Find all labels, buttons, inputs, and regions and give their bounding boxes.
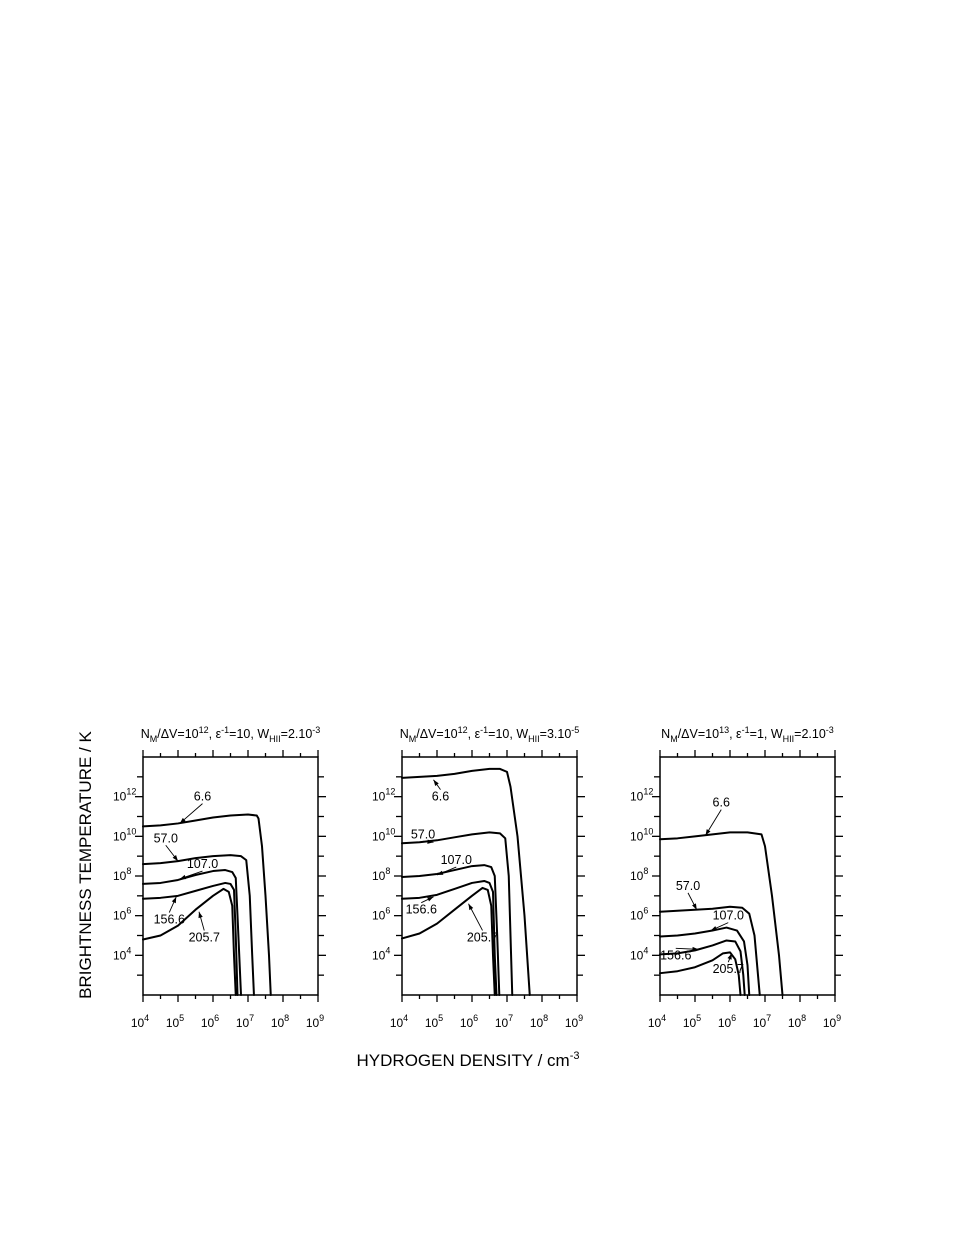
chart-title-part: -1 (221, 725, 230, 735)
label-arrowhead (172, 897, 176, 903)
y-tick-label: $10^{12}$ (372, 786, 396, 804)
chart-title-part: HII (269, 734, 281, 744)
x-tick-label: $10^7$ (752, 1013, 772, 1030)
series-label: 205.7 (466, 930, 499, 945)
series-label: 6.6 (712, 795, 730, 810)
y-tick-label: $10^{10}$ (630, 826, 654, 844)
x-tick-label: $10^5$ (682, 1013, 702, 1030)
chart-title-part: /ΔV=10 (416, 727, 458, 741)
chart-title-part: =2.10 (280, 727, 313, 741)
chart-title-part: -5 (571, 725, 580, 735)
y-tick-label: $10^6$ (630, 905, 649, 923)
chart-title-part: HII (782, 734, 795, 744)
chart-panel-1 (113, 725, 326, 1030)
chart-title-part: =3.10 (539, 727, 572, 741)
chart-title-part: =10, W (488, 727, 529, 741)
x-tick-label: $10^8$ (270, 1013, 290, 1030)
x-tick-label: $10^5$ (165, 1013, 185, 1030)
chart-title-part: M (670, 734, 678, 744)
label-arrowhead (434, 780, 439, 786)
x-axis-label-text: HYDROGEN DENSITY / cm (356, 1051, 570, 1070)
y-tick-label: $10^4$ (372, 945, 391, 963)
y-tick-label: $10^6$ (372, 905, 391, 923)
chart-title-part: M (408, 734, 417, 744)
chart-title-part: M (149, 734, 158, 744)
x-tick-label: $10^9$ (564, 1013, 584, 1030)
chart-title-part: N (399, 727, 409, 741)
label-arrowhead (173, 855, 178, 861)
y-tick-label: $10^{10}$ (372, 826, 396, 844)
x-tick-label: $10^7$ (494, 1013, 514, 1030)
series-label: 57.0 (410, 827, 436, 842)
label-arrowhead (427, 897, 433, 902)
chart-title-part: -1 (480, 725, 489, 735)
chart-title-part: =1, W (749, 727, 783, 741)
chart-title-part: HII (528, 734, 540, 744)
y-tick-label: $10^6$ (113, 905, 132, 923)
series-label: 205.7 (188, 930, 220, 945)
y-axis-label: BRIGHTNESS TEMPERATURE / K (76, 731, 95, 999)
y-tick-label: $10^{12}$ (113, 786, 137, 804)
series-label: 57.0 (675, 878, 701, 893)
chart-title-part: /ΔV=10 (677, 727, 720, 741)
x-tick-label: $10^9$ (822, 1013, 842, 1030)
x-tick-label: $10^9$ (305, 1013, 325, 1030)
chart-title-part: 13 (719, 725, 730, 735)
chart-title-part: N (140, 727, 150, 741)
chart-panel-3 (630, 725, 843, 1030)
x-tick-label: $10^4$ (389, 1013, 409, 1030)
plot-frame (143, 757, 318, 995)
series-label: 6.6 (431, 789, 450, 804)
y-tick-label: $10^8$ (372, 866, 391, 883)
x-axis-label-sup: -3 (569, 1050, 580, 1062)
chart-title-part: 12 (198, 725, 209, 735)
chart-title (141, 725, 321, 744)
x-tick-label: $10^7$ (235, 1013, 255, 1030)
y-tick-label: $10^8$ (630, 866, 649, 883)
x-tick-label: $10^4$ (130, 1013, 150, 1030)
series-label: 57.0 (153, 831, 178, 846)
x-tick-label: $10^8$ (787, 1013, 807, 1030)
x-axis-label (357, 1050, 580, 1070)
x-tick-label: $10^8$ (529, 1013, 549, 1030)
label-arrowhead (180, 875, 186, 879)
y-tick-label: $10^8$ (113, 866, 132, 883)
series-label: 156.6 (660, 948, 692, 963)
chart-title-part: , ε (467, 727, 481, 741)
chart-title-part: -3 (312, 725, 321, 735)
series-label: 156.6 (405, 902, 437, 917)
chart-title-part: -1 (741, 725, 750, 735)
chart-panel-2 (372, 725, 585, 1030)
series-label: 107.0 (712, 908, 744, 923)
x-tick-label: $10^6$ (717, 1013, 737, 1030)
chart-title-part: , ε (729, 727, 742, 741)
y-tick-label: $10^4$ (113, 945, 132, 963)
chart-title-part: N (661, 727, 671, 741)
series-label: 107.0 (440, 853, 472, 868)
chart-title-part: -3 (825, 725, 834, 735)
x-tick-label: $10^5$ (424, 1013, 444, 1030)
label-arrowhead (469, 904, 474, 910)
chart-title-part: /ΔV=10 (157, 727, 199, 741)
x-tick-label: $10^6$ (200, 1013, 220, 1030)
chart-title-part: =2.10 (794, 727, 826, 741)
series-label: 156.6 (153, 912, 185, 927)
series-label: 107.0 (186, 857, 219, 872)
label-arrowhead (711, 926, 717, 930)
chart-title-part: 12 (457, 725, 468, 735)
y-tick-label: $10^{10}$ (113, 826, 137, 844)
chart-title (400, 725, 580, 744)
label-arrowhead (727, 953, 731, 959)
chart-title-part: =10, W (229, 727, 270, 741)
series-label: 6.6 (193, 789, 212, 804)
x-tick-label: $10^4$ (647, 1013, 667, 1030)
x-tick-label: $10^6$ (459, 1013, 479, 1030)
label-arrowhead (198, 912, 202, 918)
y-tick-label: $10^4$ (630, 945, 649, 963)
y-tick-label: $10^{12}$ (630, 786, 654, 804)
chart-title (661, 725, 834, 744)
series-label: 205.7 (712, 962, 744, 977)
chart-title-part: , ε (208, 727, 222, 741)
